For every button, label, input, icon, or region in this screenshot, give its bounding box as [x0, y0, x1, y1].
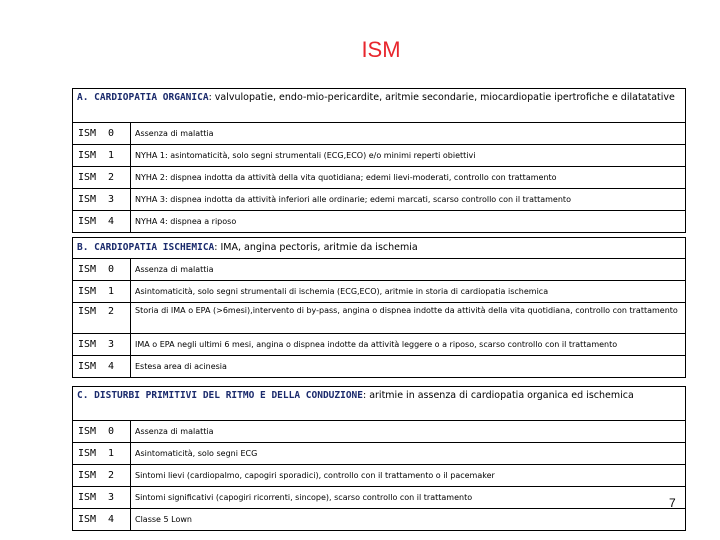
- row-description: Sintomi lievi (cardiopalmo, capogiri sporadici), controllo con il trattamento o il pacemaker: [131, 465, 686, 486]
- row-description: NYHA 1: asintomaticità, solo segni strumentali (ECG,ECO) e/o minimi reperti obiettivi: [131, 145, 686, 166]
- section-heading-bold: B. CARDIOPATIA ISCHEMICA: [77, 242, 215, 253]
- table-row: [73, 334, 686, 356]
- ism-cell: [73, 421, 131, 442]
- ism-cell: [73, 334, 131, 355]
- row-description: Asintomaticità, solo segni ECG: [131, 443, 686, 464]
- ism-cell: [73, 443, 131, 464]
- section-heading: [73, 387, 686, 421]
- ism-cell: [73, 465, 131, 486]
- table-row: [73, 303, 686, 334]
- ism-cell: [73, 123, 131, 144]
- row-description: NYHA 3: dispnea indotta da attività inferiori alle ordinarie; edemi marcati, scarso controllo con il trattamento: [131, 189, 686, 210]
- table-row: [73, 356, 686, 378]
- section-heading: [73, 238, 686, 259]
- ism-label: ISM: [78, 514, 97, 525]
- section-heading-bold: A. CARDIOPATIA ORGANICA: [77, 92, 209, 103]
- ism-cell: [73, 189, 131, 210]
- row-description: Asintomaticità, solo segni strumentali di ischemia (ECG,ECO), aritmie in storia di cardiopatia ischemica: [131, 281, 686, 302]
- page-title: ISM: [361, 37, 401, 62]
- ism-level: 4: [108, 216, 115, 227]
- table-row: [73, 123, 686, 145]
- ism-level: 4: [108, 361, 115, 372]
- section-heading-text: [73, 387, 686, 420]
- section-disturbi-ritmo: [72, 386, 686, 531]
- ism-level: 0: [108, 264, 115, 275]
- ism-cell: [73, 167, 131, 188]
- section-cardiopatia-ischemica: [72, 237, 686, 378]
- ism-label: ISM: [78, 264, 97, 275]
- ism-label: ISM: [78, 194, 97, 205]
- ism-label: ISM: [78, 306, 97, 317]
- row-description: Estesa area di acinesia: [131, 356, 686, 377]
- section-heading: [73, 89, 686, 123]
- ism-label: ISM: [78, 448, 97, 459]
- section-heading-rest: : valvulopatie, endo-mio-pericardite, aritmie secondarie, miocardiopatie ipertrofiche e dilatatative: [208, 92, 675, 103]
- ism-cell: [73, 211, 131, 232]
- section-cardiopatia-organica: [72, 88, 686, 233]
- row-description: Storia di IMA o EPA (>6mesi),intervento di by-pass, angina o dispnea indotte da attività della vita quotidiana, controllo con trattamento: [131, 303, 686, 333]
- table-row: [73, 167, 686, 189]
- table-row: [73, 211, 686, 233]
- ism-label: ISM: [78, 216, 97, 227]
- ism-level: 3: [108, 492, 115, 503]
- ism-level: 2: [108, 470, 115, 481]
- section-heading-text: [73, 89, 686, 122]
- ism-label: ISM: [78, 492, 97, 503]
- row-description: NYHA 2: dispnea indotta da attività della vita quotidiana; edemi lievi-moderati, controllo con trattamento: [131, 167, 686, 188]
- ism-cell: [73, 509, 131, 530]
- ism-level: 0: [108, 426, 115, 437]
- ism-label: ISM: [78, 128, 97, 139]
- ism-level: 1: [108, 448, 115, 459]
- row-description: NYHA 4: dispnea a riposo: [131, 211, 686, 232]
- ism-level: 0: [108, 128, 115, 139]
- ism-level: 2: [108, 306, 115, 317]
- row-description: Sintomi significativi (capogiri ricorrenti, sincope), scarso controllo con il trattamento: [131, 487, 686, 508]
- ism-label: ISM: [78, 470, 97, 481]
- table-row: [73, 465, 686, 487]
- section-heading-bold: C. DISTURBI PRIMITIVI DEL RITMO E DELLA CONDUZIONE: [77, 390, 363, 401]
- ism-label: ISM: [78, 361, 97, 372]
- ism-level: 4: [108, 514, 115, 525]
- row-description: Assenza di malattia: [131, 259, 686, 280]
- ism-level: 2: [108, 172, 115, 183]
- table-row: [73, 145, 686, 167]
- ism-level: 1: [108, 286, 115, 297]
- ism-label: ISM: [78, 286, 97, 297]
- page-number: 7: [669, 496, 676, 510]
- row-description: Assenza di malattia: [131, 421, 686, 442]
- ism-label: ISM: [78, 426, 97, 437]
- ism-label: ISM: [78, 172, 97, 183]
- ism-label: ISM: [78, 339, 97, 350]
- ism-cell: [73, 487, 131, 508]
- section-heading-rest: : aritmie in assenza di cardiopatia organica ed ischemica: [362, 390, 634, 401]
- ism-label: ISM: [78, 150, 97, 161]
- ism-cell: [73, 356, 131, 377]
- table-row: [73, 421, 686, 443]
- ism-level: 3: [108, 194, 115, 205]
- section-heading-text: [73, 238, 686, 258]
- table-row: [73, 281, 686, 303]
- row-description: Classe 5 Lown: [131, 509, 686, 530]
- ism-cell: [73, 303, 131, 333]
- table-row: [73, 509, 686, 531]
- ism-cell: [73, 145, 131, 166]
- ism-cell: [73, 259, 131, 280]
- ism-level: 3: [108, 339, 115, 350]
- row-description: Assenza di malattia: [131, 123, 686, 144]
- row-description: IMA o EPA negli ultimi 6 mesi, angina o dispnea indotte da attività leggere o a riposo, scarso controllo con il trattamento: [131, 334, 686, 355]
- table-row: [73, 259, 686, 281]
- table-row: [73, 189, 686, 211]
- ism-level: 1: [108, 150, 115, 161]
- table-row: [73, 487, 686, 509]
- ism-cell: [73, 281, 131, 302]
- section-heading-rest: : IMA, angina pectoris, aritmie da ischemia: [214, 242, 418, 253]
- table-row: [73, 443, 686, 465]
